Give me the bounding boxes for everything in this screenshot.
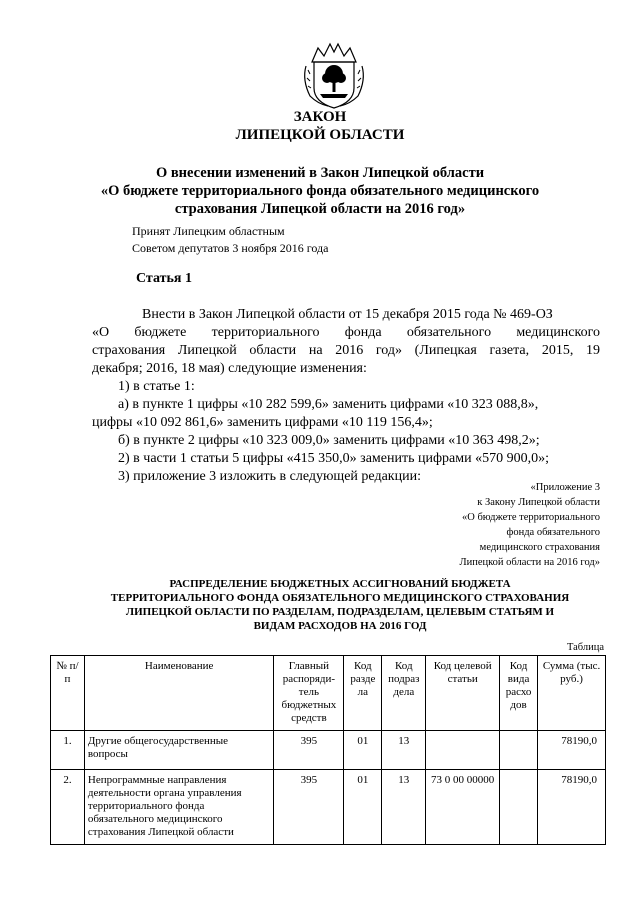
table-heading-line: ЛИПЕЦКОЙ ОБЛАСТИ ПО РАЗДЕЛАМ, ПОДРАЗДЕЛАМ, ЦЕЛЕВЫМ СТАТЬЯМ И xyxy=(125,606,555,618)
adoption-note-line: Принят Липецким областным xyxy=(132,224,285,238)
article-body xyxy=(92,306,600,486)
table-heading-line: РАСПРЕДЕЛЕНИЕ БЮДЖЕТНЫХ АССИГНОВАНИЙ БЮДЖЕТА xyxy=(169,578,511,590)
appendix-line: к Закону Липецкой области xyxy=(477,497,600,508)
adoption-note xyxy=(132,223,328,257)
table-heading-line: ТЕРРИТОРИАЛЬНОГО ФОНДА ОБЯЗАТЕЛЬНОГО МЕДИЦИНСКОГО СТРАХОВАНИЯ xyxy=(110,592,570,604)
table-header-row xyxy=(51,656,606,731)
cell-subsection: 13 xyxy=(382,770,426,845)
col-header-amount: Сумма (тыс. руб.) xyxy=(538,656,606,731)
cell-section: 01 xyxy=(344,770,382,845)
cell-number: 1. xyxy=(51,731,85,770)
law-subject xyxy=(60,164,580,218)
body-line: страхования Липецкой области на 2016 год» (Липецкая газета, 2015, 19 xyxy=(92,343,600,358)
body-line: декабря; 2016, 18 мая) следующие изменения: xyxy=(92,361,367,376)
cell-subsection: 13 xyxy=(382,731,426,770)
document-type: ЗАКОН xyxy=(293,109,347,125)
cell-target-code xyxy=(426,731,500,770)
appendix-line: медицинского страхования xyxy=(479,542,600,553)
law-subject-line: страхования Липецкой области на 2016 год» xyxy=(174,201,466,217)
table-row xyxy=(51,770,606,845)
cell-amount: 78190,0 xyxy=(538,731,606,770)
law-subject-line: О внесении изменений в Закон Липецкой области xyxy=(155,165,485,181)
appendix-line: фонда обязательного xyxy=(506,527,600,538)
col-header-manager: Главный распоряди-тель бюджетных средств xyxy=(274,656,344,731)
cell-name: Непрограммные направления деятельности органа управления территориального фонда обязательного медицинского страхования Липецкой области xyxy=(84,770,274,845)
cell-expense-type xyxy=(500,731,538,770)
col-header-section: Код разде ла xyxy=(344,656,382,731)
body-line: а) в пункте 1 цифры «10 282 599,6» заменить цифрами «10 323 088,8», xyxy=(118,397,539,412)
cell-amount: 78190,0 xyxy=(538,770,606,845)
cell-expense-type xyxy=(500,770,538,845)
adoption-note-line: Советом депутатов 3 ноября 2016 года xyxy=(132,241,329,255)
body-line: б) в пункте 2 цифры «10 323 009,0» заменить цифрами «10 363 498,2»; xyxy=(118,433,540,448)
col-header-expense-type: Код вида расхо дов xyxy=(500,656,538,731)
body-line: Внести в Закон Липецкой области от 15 декабря 2015 года № 469-ОЗ xyxy=(142,307,553,322)
coat-of-arms-emblem xyxy=(298,40,370,110)
table-label: Таблица xyxy=(566,642,604,653)
cell-target-code: 73 0 00 00000 xyxy=(426,770,500,845)
appendix-line: «Приложение 3 xyxy=(530,482,600,493)
cell-manager: 395 xyxy=(274,731,344,770)
cell-section: 01 xyxy=(344,731,382,770)
table-heading xyxy=(60,577,620,633)
cell-name: Другие общегосударственные вопросы xyxy=(84,731,274,770)
law-subject-line: «О бюджете территориального фонда обязательного медицинского xyxy=(100,183,540,199)
appendix-line: «О бюджете территориального xyxy=(462,512,600,523)
cell-number: 2. xyxy=(51,770,85,845)
budget-table xyxy=(50,655,606,845)
body-line: цифры «10 092 861,6» заменить цифрами «10 119 156,4»; xyxy=(92,415,433,430)
body-line: 3) приложение 3 изложить в следующей редакции: xyxy=(118,469,421,484)
body-line: «О бюджете территориального фонда обязательного медицинского xyxy=(92,325,600,340)
body-line: 1) в статье 1: xyxy=(118,379,195,394)
article-title: Статья 1 xyxy=(136,271,192,286)
appendix-reference xyxy=(459,480,600,570)
col-header-subsection: Код подраз дела xyxy=(382,656,426,731)
appendix-line: Липецкой области на 2016 год» xyxy=(459,557,600,568)
col-header-number: № п/п xyxy=(51,656,85,731)
cell-manager: 395 xyxy=(274,770,344,845)
col-header-target-code: Код целевой статьи xyxy=(426,656,500,731)
table-row xyxy=(51,731,606,770)
col-header-name: Наименование xyxy=(84,656,274,731)
issuing-region: ЛИПЕЦКОЙ ОБЛАСТИ xyxy=(235,127,405,143)
body-line: 2) в части 1 статьи 5 цифры «415 350,0» заменить цифрами «570 900,0»; xyxy=(118,451,549,466)
table-heading-line: ВИДАМ РАСХОДОВ НА 2016 ГОД xyxy=(253,620,427,632)
